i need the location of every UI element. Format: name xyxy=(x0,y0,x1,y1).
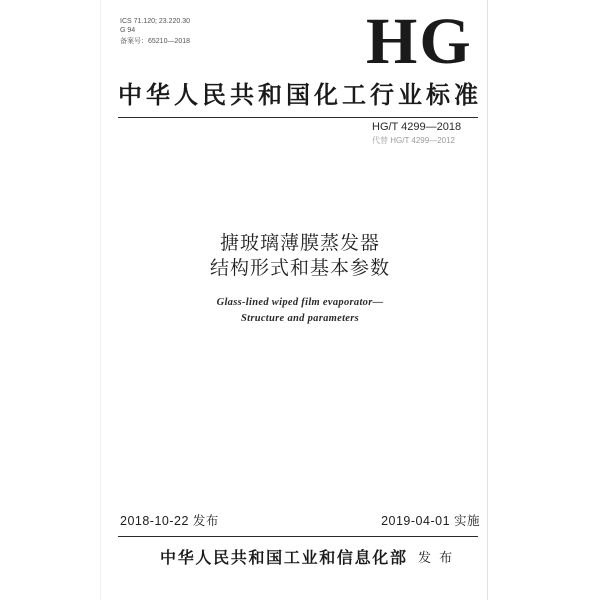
title-en-line2: Structure and parameters xyxy=(240,313,360,324)
standard-category-title: 中华人民共和国化工行业标准 xyxy=(118,80,478,109)
hg-logo: HG xyxy=(366,5,473,78)
title-zh-line1: 搪玻璃薄膜蒸发器 xyxy=(219,232,380,254)
filing-number: 备案号：65210—2018 xyxy=(120,38,191,45)
standard-number: HG/T 4299—2018 xyxy=(372,121,462,133)
footer-divider xyxy=(118,536,478,537)
header-divider xyxy=(118,117,478,118)
implementation-date: 2019-04-01 实施 xyxy=(381,514,480,528)
issue-date: 2018-10-22 发布 xyxy=(120,514,219,528)
title-zh-line2: 结构形式和基本参数 xyxy=(209,257,390,279)
publisher-name: 中华人民共和国工业和信息化部 xyxy=(160,548,406,567)
title-en-line1: Glass-lined wiped film evaporator— xyxy=(216,297,384,308)
ccs-code: G 94 xyxy=(120,27,136,34)
ics-code: ICS 71.120; 23.220.30 xyxy=(120,18,191,25)
publish-label: 发 布 xyxy=(418,551,455,566)
replaces-standard: 代替 HG/T 4299—2012 xyxy=(372,136,456,145)
